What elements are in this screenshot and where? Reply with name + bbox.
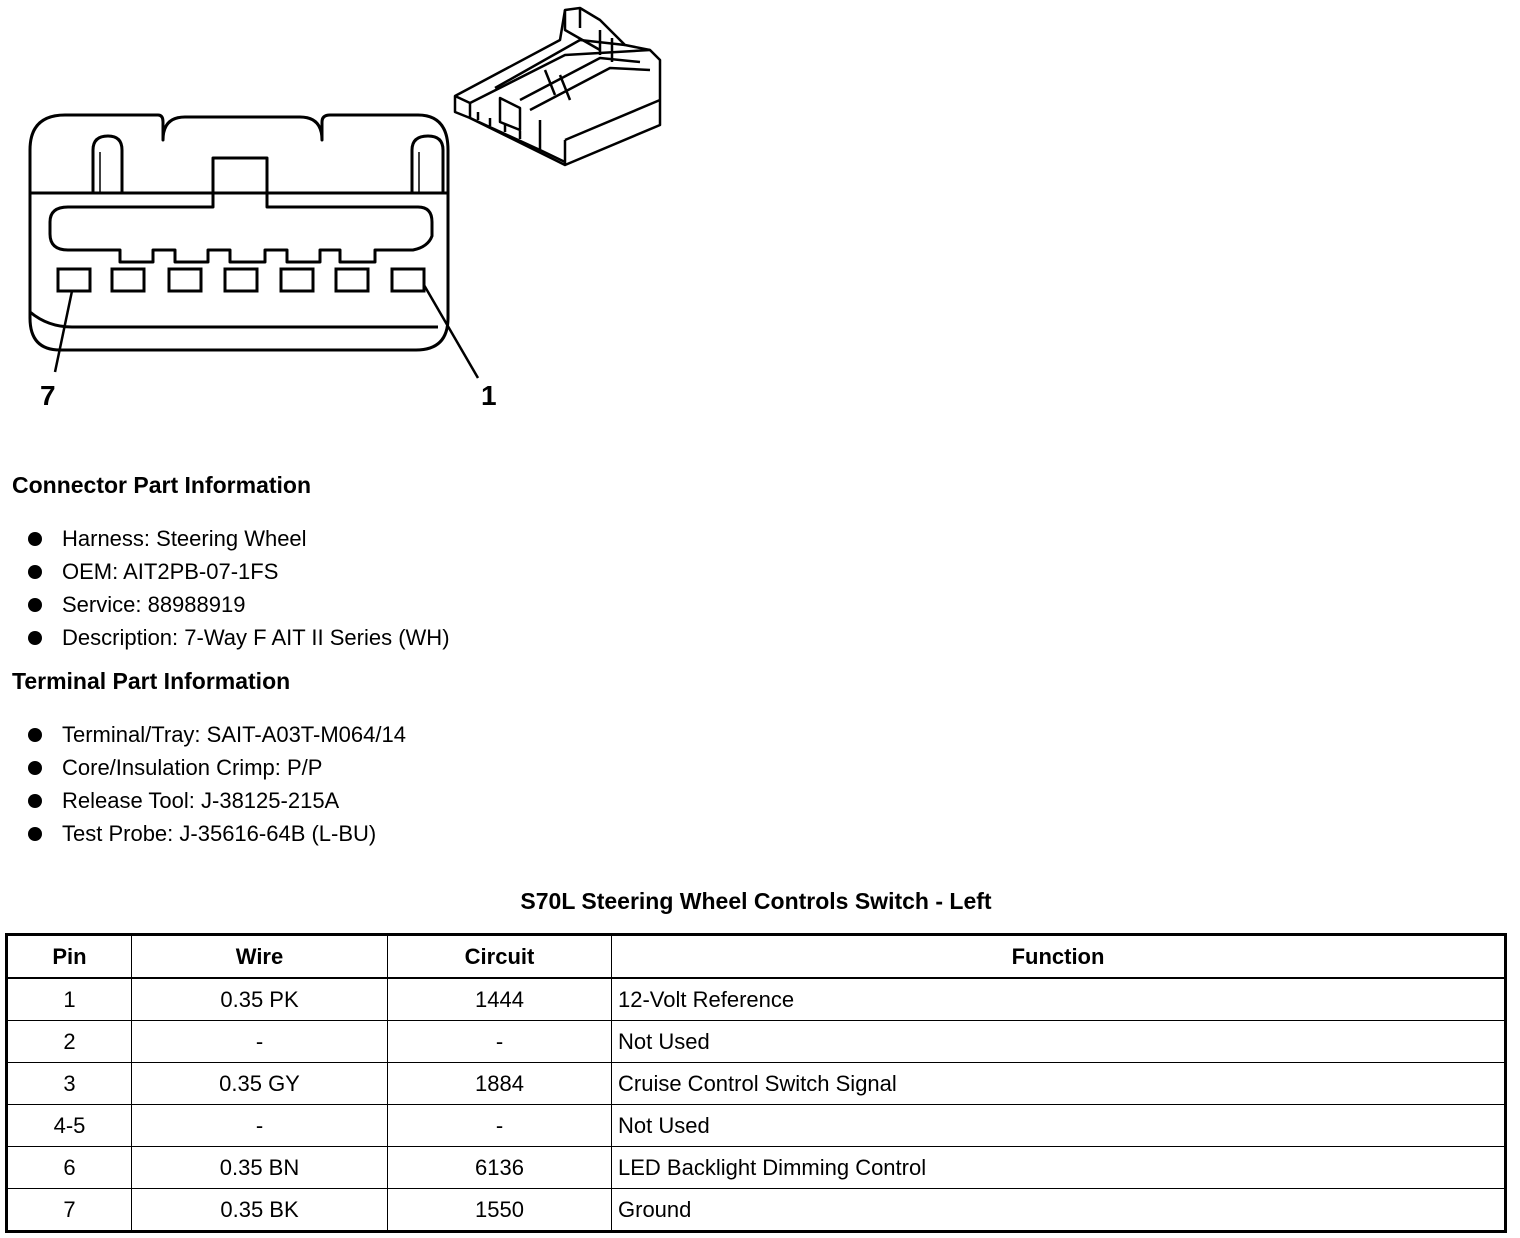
cell-function: Ground [612,1189,1506,1232]
list-item-text: Test Probe: J-35616-64B (L-BU) [62,821,377,846]
cell-wire: 0.35 PK [132,978,388,1021]
table-row [7,1105,1506,1147]
cell-circuit: - [388,1021,612,1063]
cell-circuit: - [388,1105,612,1147]
pin-1-label: 1 [481,380,497,411]
latch-slot-right [412,136,443,193]
list-item [28,754,406,787]
table-row [7,1147,1506,1189]
cell-wire: 0.35 GY [132,1063,388,1105]
column-header-circuit: Circuit [388,935,612,979]
cell-function: Cruise Control Switch Signal [612,1063,1506,1105]
cell-circuit: 1884 [388,1063,612,1105]
bullet-icon [28,728,42,742]
cell-pin: 1 [7,978,132,1021]
bullet-icon [28,631,42,645]
leader-line-pin-7 [55,291,72,372]
connector-diagram [0,0,700,430]
pinout-table-title: S70L Steering Wheel Controls Switch - Left [520,888,992,914]
pin-cavity-6 [112,269,144,291]
bullet-icon [28,761,42,775]
list-item-text: Service: 88988919 [62,592,246,617]
cell-wire: - [132,1021,388,1063]
cell-wire: 0.35 BN [132,1147,388,1189]
connector-key-ridge [213,158,267,193]
pin-cavity-5 [169,269,201,291]
table-row [7,1063,1506,1105]
terminal-info-heading: Terminal Part Information [12,668,291,694]
cell-circuit: 1444 [388,978,612,1021]
list-item-text: Terminal/Tray: SAIT-A03T-M064/14 [62,722,406,747]
column-header-pin: Pin [7,935,132,979]
list-item-text: OEM: AIT2PB-07-1FS [62,559,279,584]
column-header-function: Function [612,935,1506,979]
pinout-table [5,933,1507,1233]
cell-pin: 4-5 [7,1105,132,1147]
connector-lower-band [30,312,438,327]
connector-isometric-icon [455,8,660,165]
cavity-outline [50,193,432,262]
terminal-info-list [28,721,406,853]
cell-function: 12-Volt Reference [612,978,1506,1021]
bullet-icon [28,794,42,808]
list-item-text: Release Tool: J-38125-215A [62,788,340,813]
cell-pin: 7 [7,1189,132,1232]
cell-function: Not Used [612,1105,1506,1147]
connector-info-heading: Connector Part Information [12,472,312,498]
list-item [28,721,406,754]
pin-cavity-2 [336,269,368,291]
table-header-row [7,935,1506,979]
list-item [28,624,450,657]
list-item [28,591,450,624]
latch-slot-left [93,136,122,193]
list-item [28,787,406,820]
table-row [7,1189,1506,1232]
bullet-icon [28,532,42,546]
list-item-text: Description: 7-Way F AIT II Series (WH) [62,625,450,650]
cell-pin: 6 [7,1147,132,1189]
connector-info-list [28,525,450,657]
bullet-icon [28,565,42,579]
list-item [28,558,450,591]
cell-function: LED Backlight Dimming Control [612,1147,1506,1189]
list-item [28,525,450,558]
list-item-text: Harness: Steering Wheel [62,526,307,551]
table-row [7,978,1506,1021]
cell-pin: 3 [7,1063,132,1105]
pin-7-label: 7 [40,380,56,411]
bullet-icon [28,598,42,612]
list-item [28,820,406,853]
list-item-text: Core/Insulation Crimp: P/P [62,755,323,780]
pin-cavity-1 [392,269,424,291]
table-row [7,1021,1506,1063]
leader-line-pin-1 [424,285,478,378]
cell-function: Not Used [612,1021,1506,1063]
pin-cavity-4 [225,269,257,291]
cell-wire: 0.35 BK [132,1189,388,1232]
column-header-wire: Wire [132,935,388,979]
pin-cavity-7 [58,269,90,291]
pin-cavity-3 [281,269,313,291]
cell-pin: 2 [7,1021,132,1063]
cell-wire: - [132,1105,388,1147]
cell-circuit: 6136 [388,1147,612,1189]
bullet-icon [28,827,42,841]
cell-circuit: 1550 [388,1189,612,1232]
